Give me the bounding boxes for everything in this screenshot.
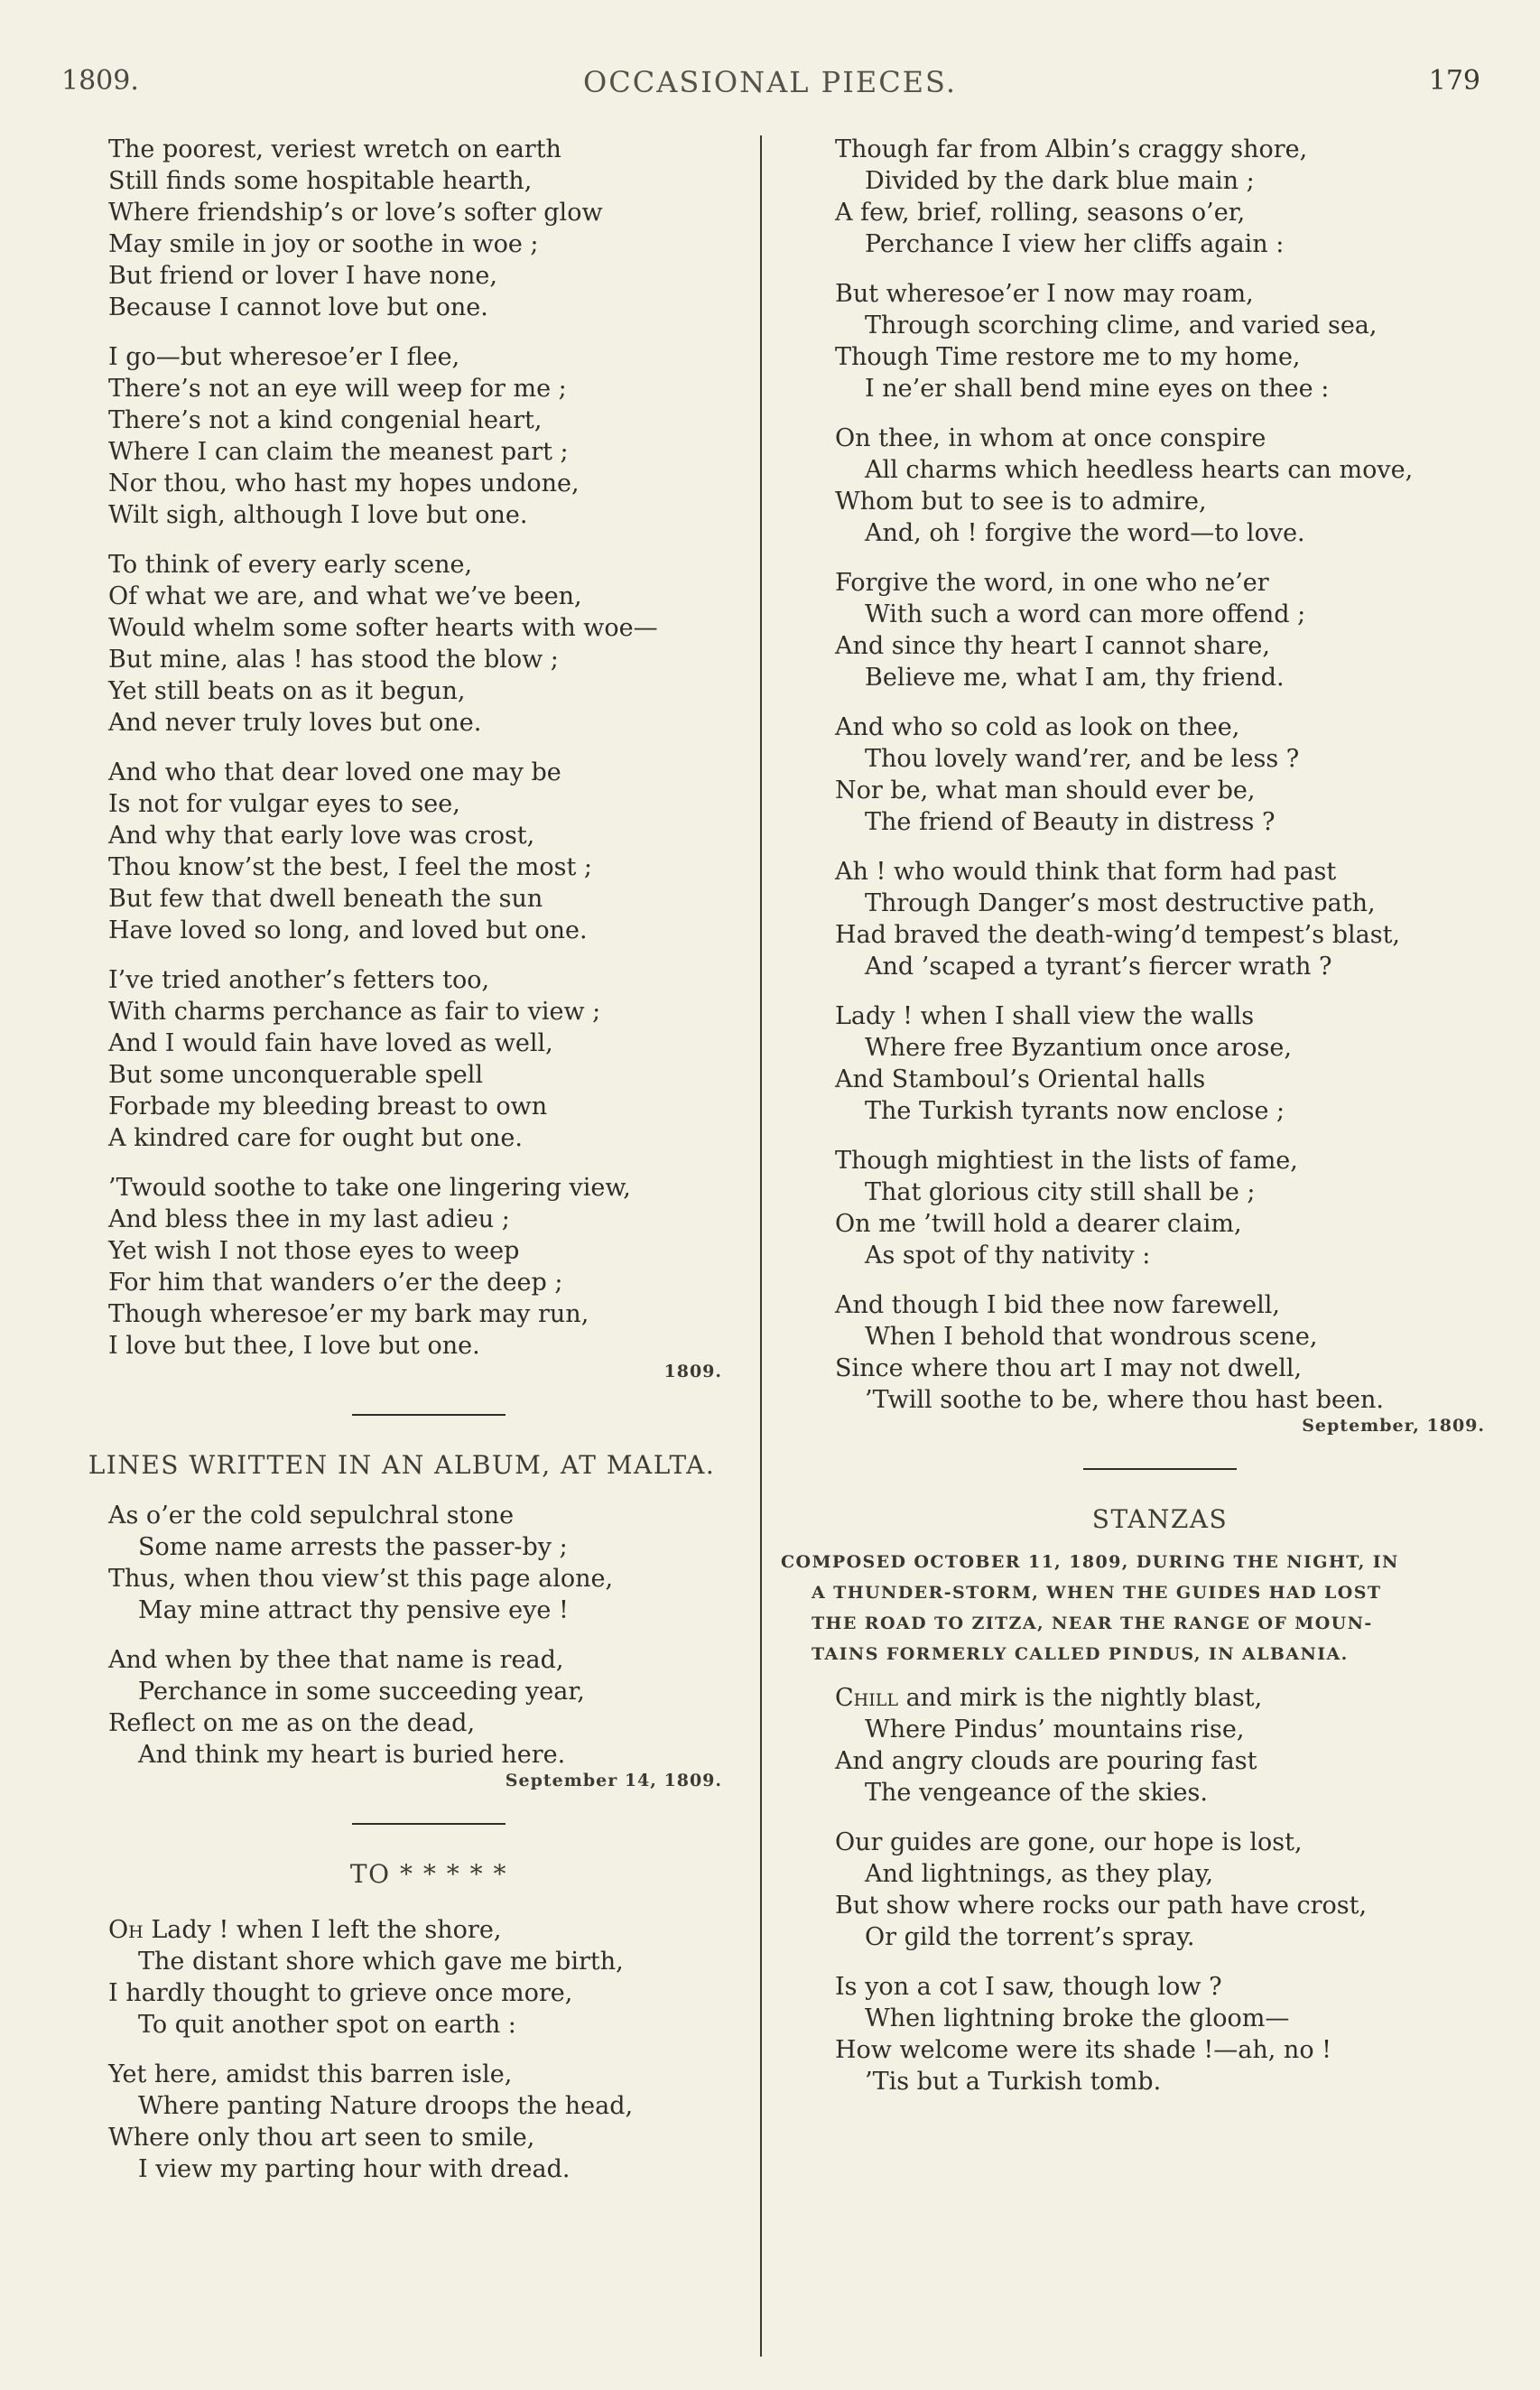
verse-line: Where friendship’s or love’s softer glow [108,199,603,227]
section-rule [352,1823,506,1825]
verse-line: And who so cold as look on thee, [835,713,1240,741]
first-word-small-caps: Oh [108,1916,144,1944]
poem-title: STANZAS [1091,1504,1229,1534]
verse-line: Where free Byzantium once arose, [865,1034,1292,1062]
verse-line: Nor be, what man should ever be, [835,777,1256,804]
verse-line: To quit another spot on earth : [138,2011,516,2039]
poem-to-lady-continued [835,134,1485,1436]
first-word-small-caps: Chill [835,1684,898,1712]
stanza [835,1289,1485,1416]
verse-line: Where only thou art seen to smile, [108,2124,535,2152]
poem-stanzas [781,1504,1485,2097]
right-column [781,134,1485,2116]
verse-line: Perchance I view her cliffs again : [865,230,1285,258]
verse-line: Yet wish I not those eyes to weep [108,1237,520,1265]
verse-line: May smile in joy or soothe in woe ; [108,230,539,258]
running-head-year: 1809. [61,65,139,97]
verse-line: Reflect on me as on the dead, [108,1709,476,1737]
verse-line: Where I can claim the meanest part ; [108,438,569,466]
stanza [108,134,749,323]
verse-line: There’s not an eye will weep for me ; [108,375,567,403]
verse-line: When I behold that wondrous scene, [865,1323,1318,1351]
verse-line: ’Twill soothe to be, where thou hast been. [865,1386,1384,1414]
verse-line: And bless thee in my last adieu ; [108,1205,510,1233]
poem-to-lady [108,1859,749,2185]
verse-line: And, oh ! forgive the word—to love. [865,519,1305,547]
verse-line: Forgive the word, in one who ne’er [835,569,1269,597]
verse-line: Or gild the torrent’s spray. [865,1923,1195,1951]
verse-line: Though wheresoe’er my bark may run, [108,1300,589,1328]
stanza [108,341,749,531]
poem-subtitle [781,1547,1485,1669]
verse-line: Thou lovely wand’rer, and be less ? [865,745,1300,773]
line-text: and mirk is the nightly blast, [905,1684,1263,1712]
subtitle-line: THE ROAD TO ZITZA, NEAR THE RANGE OF MOUN- [812,1613,1373,1633]
stanza [835,1145,1485,1271]
verse-line: For him that wanders o’er the deep ; [108,1269,563,1297]
poem-date: 1809. [663,1362,722,1381]
stanza [835,1971,1485,2097]
running-head-title: OCCASIONAL PIECES. [583,65,957,99]
subtitle-line: COMPOSED OCTOBER 11, 1809, DURING THE NIGHT, IN [781,1552,1399,1572]
verse-line: And though I bid thee now farewell, [835,1291,1280,1319]
verse-line: On thee, in whom at once conspire [835,424,1266,452]
verse-line: How welcome were its shade !—ah, no ! [835,2036,1332,2064]
verse-line: Lady ! when I shall view the walls [835,1002,1255,1030]
stanza [108,964,749,1154]
poem-title: TO * * * * * [349,1859,508,1889]
verse-line: And lightnings, as they play, [865,1860,1214,1888]
stanza [108,1644,749,1771]
poem-love-but-one [108,134,749,1381]
verse-line: But wheresoe’er I now may roam, [835,280,1254,308]
verse-line: Is yon a cot I saw, though low ? [835,1973,1222,2001]
subtitle-line: A THUNDER-STORM, WHEN THE GUIDES HAD LOST [812,1583,1382,1603]
poem-title: LINES WRITTEN IN AN ALBUM, AT MALTA. [88,1450,716,1480]
verse-line: The poorest, veriest wretch on earth [108,135,561,163]
verse-line: Our guides are gone, our hope is lost, [835,1828,1303,1856]
verse-line: I ne’er shall bend mine eyes on thee : [865,375,1330,403]
verse-line: Through scorching clime, and varied sea, [865,312,1378,339]
verse-line: I go—but wheresoe’er I flee, [108,343,460,371]
verse-line: Nor thou, who hast my hopes undone, [108,470,580,498]
verse-line: Yet here, amidst this barren isle, [108,2060,513,2088]
section-rule [352,1414,506,1416]
verse-line [835,1682,1485,1714]
left-column [88,134,749,2203]
verse-line: With charms perchance as fair to view ; [108,998,601,1026]
running-head [54,65,1486,110]
section-rule [1083,1468,1237,1470]
verse-line: The distant shore which gave me birth, [138,1948,624,1976]
verse-line: But friend or lover I have none, [108,262,497,290]
poem-date: September, 1809. [1302,1416,1485,1436]
verse-line: Had braved the death-wing’d tempest’s blast, [835,921,1401,949]
verse-line: All charms which heedless hearts can move, [865,456,1414,484]
verse-line: And why that early love was crost, [108,822,535,850]
verse-line: Perchance in some succeeding year, [138,1678,585,1706]
verse-line: On me ’twill hold a dearer claim, [835,1210,1242,1238]
subtitle-line: TAINS FORMERLY CALLED PINDUS, IN ALBANIA. [812,1644,1349,1664]
verse-line: And never truly loves but one. [108,709,482,737]
verse-line: Where Pindus’ mountains rise, [865,1716,1245,1744]
verse-line: The vengeance of the skies. [865,1779,1208,1807]
verse-line: Yet still beats on as it begun, [108,677,466,705]
stanza [835,711,1485,838]
poem-lines-written-in-album [88,1450,749,1790]
verse-line: Ah ! who would think that form had past [835,858,1337,886]
verse-line: The friend of Beauty in distress ? [865,808,1276,836]
verse-line: Still finds some hospitable hearth, [108,167,533,195]
line-text: Lady ! when I left the shore, [151,1916,502,1944]
page-number: 179 [1428,65,1480,97]
verse-line: Whom but to see is to admire, [835,488,1207,516]
verse-line: Some name arrests the passer-by ; [138,1533,568,1561]
verse-line: ’Tis but a Turkish tomb. [865,2068,1162,2096]
verse-line: I love but thee, I love but one. [108,1332,480,1360]
verse-line: A kindred care for ought but one. [108,1124,523,1152]
verse-line: But few that dwell beneath the sun [108,885,543,913]
verse-line: And Stamboul’s Oriental halls [835,1065,1206,1093]
verse-line: A few, brief, rolling, seasons o’er, [835,199,1246,227]
verse-line: As spot of thy nativity : [865,1241,1151,1269]
verse-line: But mine, alas ! has stood the blow ; [108,646,559,674]
stanza [835,856,1485,982]
stanza [108,549,749,739]
verse-line: As o’er the cold sepulchral stone [108,1502,515,1530]
verse-line: The Turkish tyrants now enclose ; [865,1097,1285,1125]
verse-line: But show where rocks our path have crost, [835,1892,1368,1920]
stanza [108,2059,749,2185]
verse-line: To think of every early scene, [108,551,473,579]
poem-date: September 14, 1809. [505,1771,722,1790]
verse-line [108,1914,749,1946]
verse-line: There’s not a kind congenial heart, [108,406,543,434]
verse-line: Since where thou art I may not dwell, [835,1354,1303,1382]
verse-line: Though mightiest in the lists of fame, [835,1147,1298,1175]
verse-line: Would whelm some softer hearts with woe— [108,614,658,642]
verse-line: When lightning broke the gloom— [865,2004,1290,2032]
verse-line: With such a word can more offend ; [865,600,1306,628]
verse-line: Of what we are, and what we’ve been, [108,582,582,610]
verse-line: Where panting Nature droops the head, [138,2092,634,2120]
verse-line: Through Danger’s most destructive path, [865,889,1376,917]
verse-line: Though far from Albin’s craggy shore, [835,135,1308,163]
verse-line: Is not for vulgar eyes to see, [108,790,460,818]
stanza [835,1827,1485,1953]
verse-line: Have loved so long, and loved but one. [108,916,588,944]
verse-line: Divided by the dark blue main ; [865,167,1255,195]
verse-line: May mine attract thy pensive eye ! [138,1596,569,1624]
verse-line: That glorious city still shall be ; [865,1178,1256,1206]
verse-line: Believe me, what I am, thy friend. [865,664,1285,692]
verse-line: And since thy heart I cannot share, [835,632,1270,660]
stanza [835,1682,1485,1809]
stanza [108,1172,749,1362]
verse-line: Forbade my bleeding breast to own [108,1093,548,1121]
verse-line: And ’scaped a tyrant’s fiercer wrath ? [865,953,1332,981]
stanza [108,1914,749,2041]
verse-line: I view my parting hour with dread. [138,2155,571,2183]
stanza [108,1500,749,1626]
verse-line: I’ve tried another’s fetters too, [108,966,490,994]
stanza [835,278,1485,405]
stanza [835,567,1485,693]
verse-line: But some unconquerable spell [108,1061,484,1089]
verse-line: Thou know’st the best, I feel the most ; [108,853,593,881]
verse-line: And think my heart is buried here. [138,1741,566,1769]
stanza [835,423,1485,549]
stanza [835,1000,1485,1127]
verse-line: And angry clouds are pouring fast [835,1747,1257,1775]
verse-line: And who that dear loved one may be [108,758,561,786]
verse-line: Thus, when thou view’st this page alone, [108,1565,614,1593]
verse-line: ’Twould soothe to take one lingering view, [108,1174,631,1202]
verse-line: And I would fain have loved as well, [108,1029,553,1057]
verse-line: Because I cannot love but one. [108,293,488,321]
verse-line: Though Time restore me to my home, [835,343,1301,371]
stanza [835,134,1485,260]
verse-line: And when by thee that name is read, [108,1646,564,1674]
column-divider [760,135,762,2357]
verse-line: I hardly thought to grieve once more, [108,1979,573,2007]
verse-line: Wilt sigh, although I love but one. [108,501,528,529]
stanza [108,757,749,946]
